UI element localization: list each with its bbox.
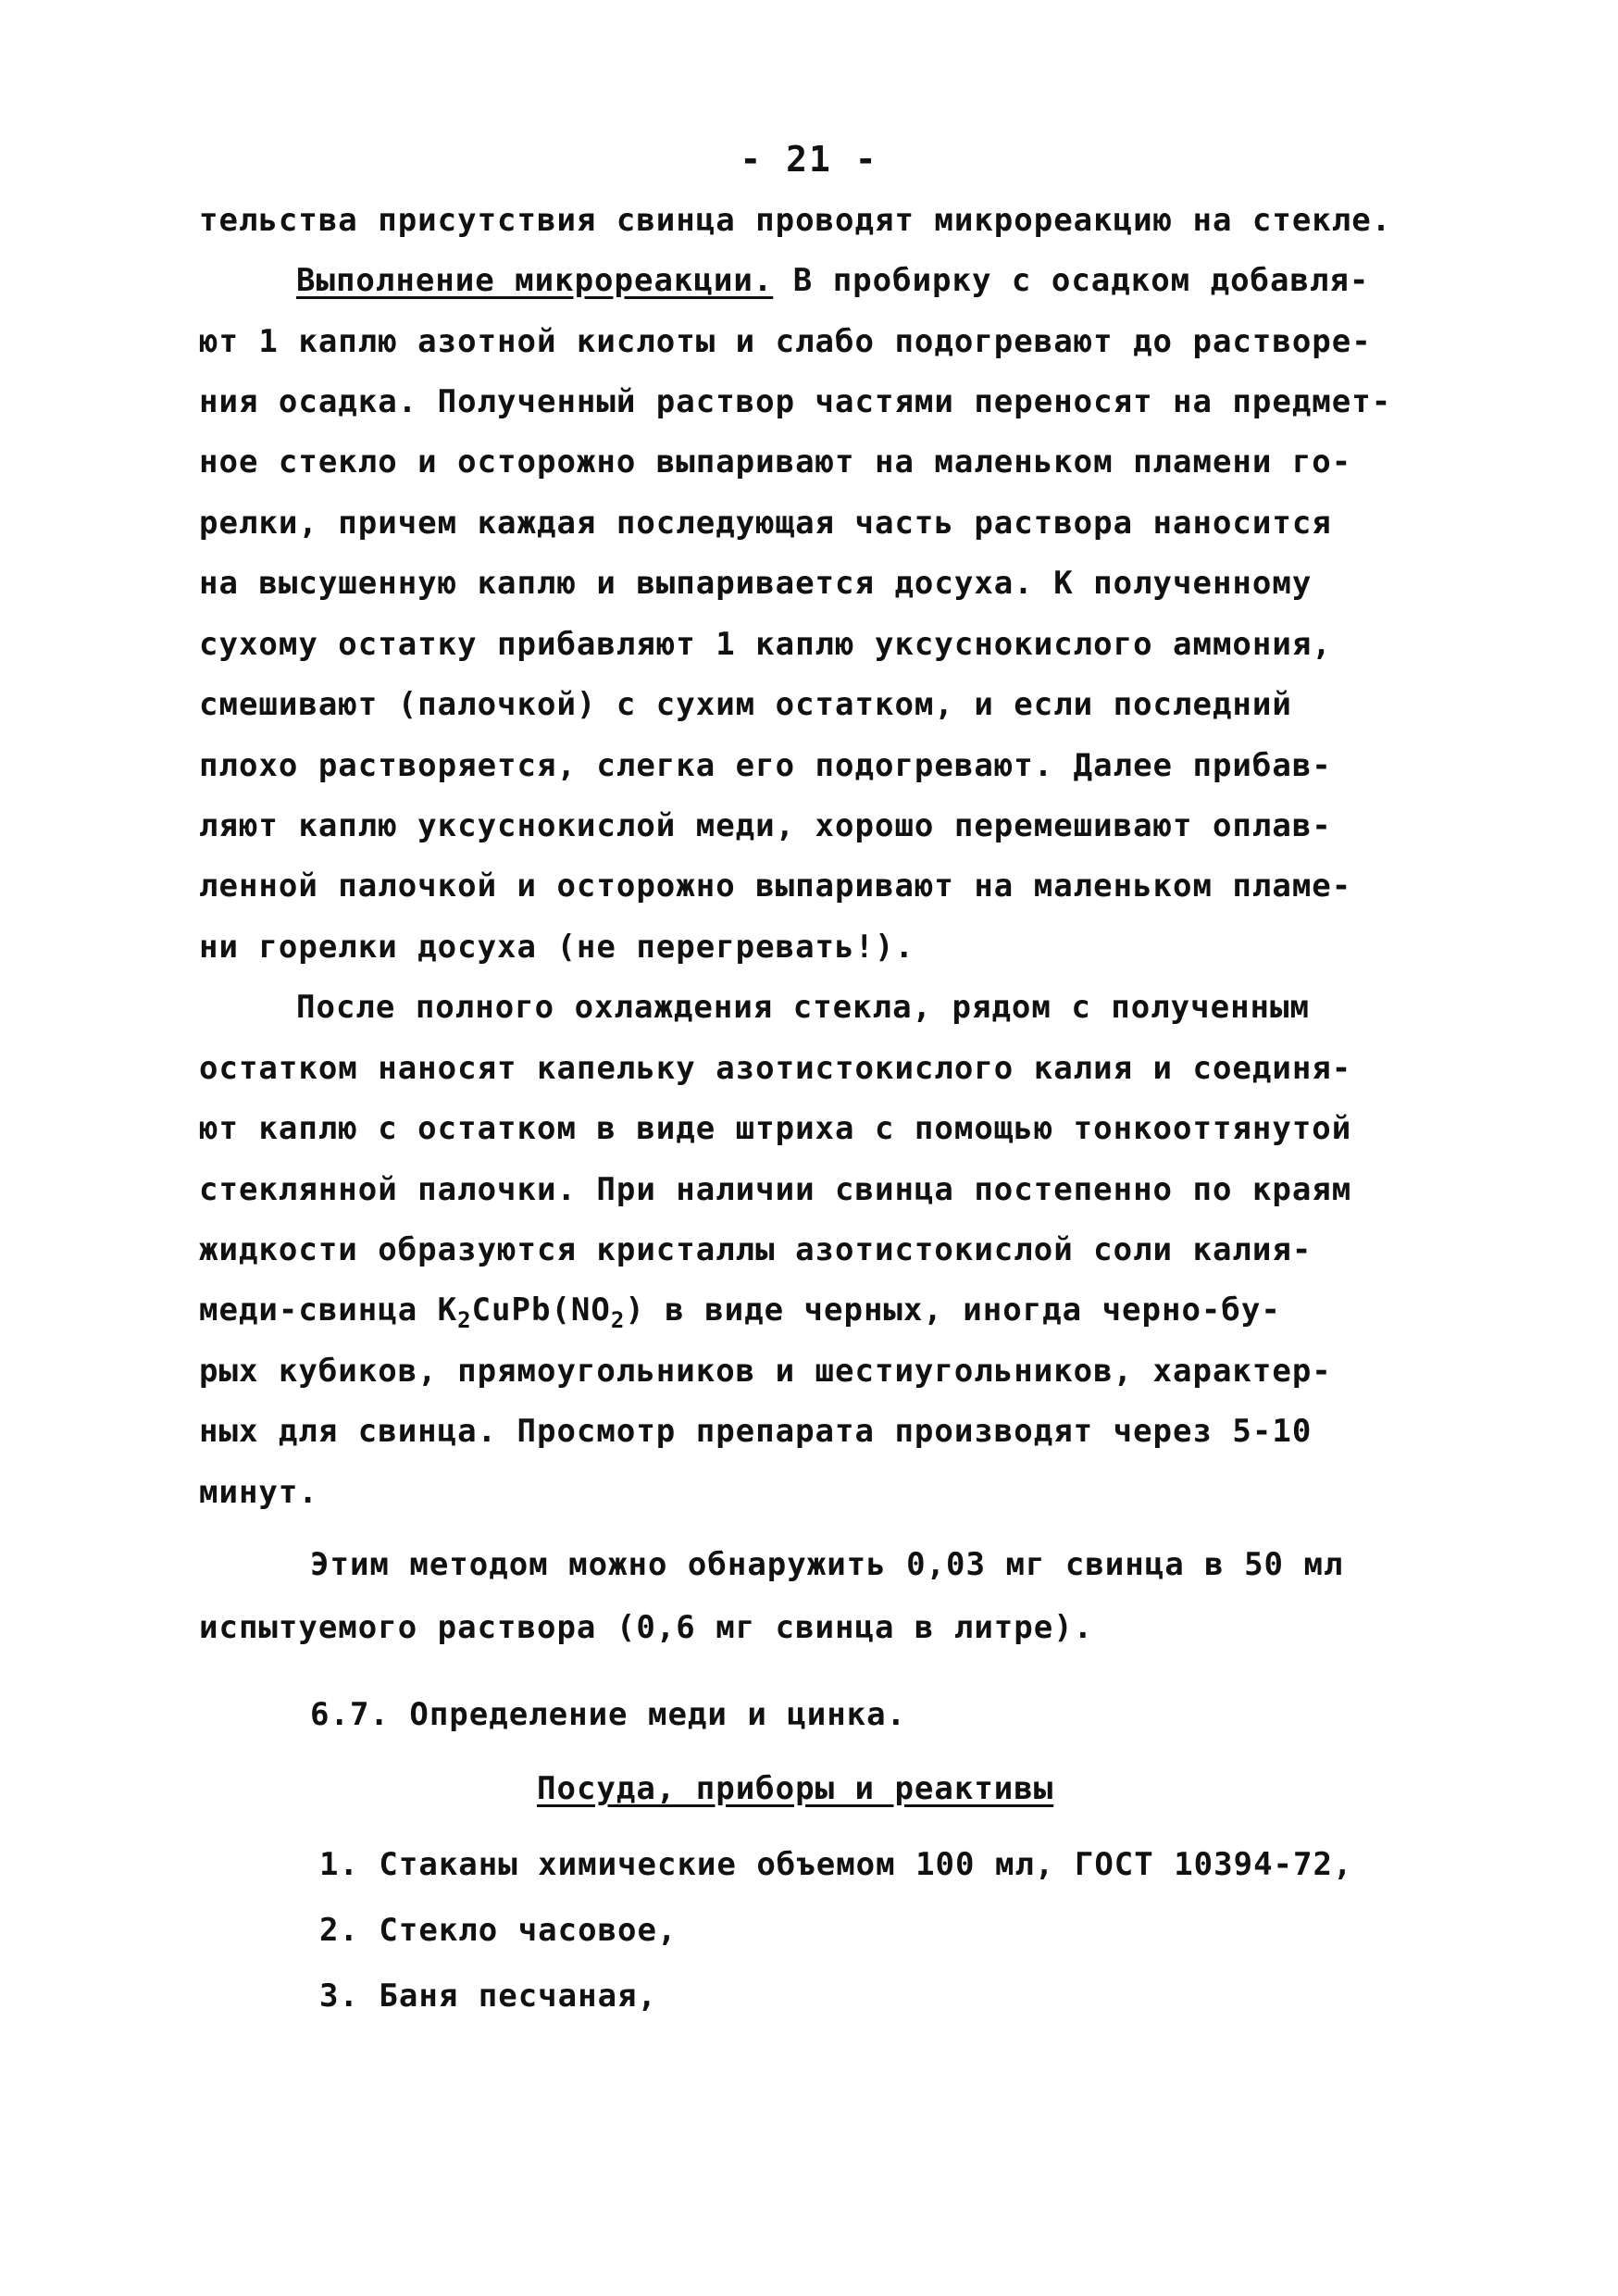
text-line: плохо растворяется, слегка его подогревают. Далее прибав-: [199, 747, 1332, 784]
text-line: рых кубиков, прямоугольников и шестиугольников, характер-: [199, 1353, 1332, 1390]
text-line: ни горелки досуха (не перегревать!).: [199, 929, 915, 966]
text-line: ют 1 каплю азотной кислоты и слабо подогревают до растворе-: [199, 323, 1372, 360]
text-line: минут.: [199, 1474, 318, 1511]
list-item: 1. Стаканы химические объемом 100 мл, ГОСТ 10394-72,: [319, 1846, 1353, 1883]
text-line: тельства присутствия свинца проводят микрореакцию на стекле.: [199, 202, 1392, 239]
section-heading-underlined: Выполнение микрореакции.: [296, 262, 774, 299]
text-line: После полного охлаждения стекла, рядом с полученным: [296, 989, 1310, 1026]
text-line: стеклянной палочки. При наличии свинца постепенно по краям: [199, 1171, 1352, 1208]
text-line: ют каплю с остатком в виде штриха с помощью тонкооттянутой: [199, 1110, 1352, 1147]
text-line: релки, причем каждая последующая часть раствора наносится: [199, 505, 1332, 542]
text-line: ных для свинца. Просмотр препарата производят через 5-10: [199, 1413, 1313, 1450]
section-heading: 6.7. Определение меди и цинка.: [310, 1696, 907, 1733]
text-fragment: В пробирку с осадком добавля-: [773, 262, 1370, 299]
text-line: Этим методом можно обнаружить 0,03 мг свинца в 50 мл: [310, 1546, 1344, 1583]
subscript: 2: [457, 1307, 472, 1333]
text-line: испытуемого раствора (0,6 мг свинца в литре).: [199, 1609, 1094, 1646]
text-fragment: ) в виде черных, иногда черно-бу-: [625, 1292, 1281, 1329]
text-line: сухому остатку прибавляют 1 каплю уксуснокислого аммония,: [199, 626, 1332, 663]
page-number: - 21 -: [740, 139, 878, 180]
text-line: на высушенную каплю и выпаривается досуха. К полученному: [199, 565, 1313, 602]
list-item: 3. Баня песчаная,: [319, 1978, 657, 2015]
text-line: ния осадка. Полученный раствор частями переносят на предмет-: [199, 383, 1392, 420]
text-line: остатком наносят капельку азотистокислого калия и соединя-: [199, 1050, 1352, 1087]
text-line: [296, 262, 1369, 299]
text-line: жидкости образуются кристаллы азотистокислой соли калия-: [199, 1231, 1313, 1268]
text-line: ное стекло и осторожно выпаривают на маленьком пламени го-: [199, 443, 1352, 480]
text-fragment: CuPb(NO: [471, 1292, 611, 1329]
subscript: 2: [610, 1307, 626, 1333]
text-line: смешивают (палочкой) с сухим остатком, и если последний: [199, 686, 1292, 723]
text-fragment: меди-свинца K: [199, 1292, 458, 1329]
text-line-formula: [199, 1292, 1281, 1339]
text-line: ляют каплю уксуснокислой меди, хорошо перемешивают оплав-: [199, 807, 1332, 844]
text-line: ленной палочкой и осторожно выпаривают на маленьком пламе-: [199, 867, 1352, 905]
list-item: 2. Стекло часовое,: [319, 1912, 678, 1949]
subsection-heading: Посуда, приборы и реактивы: [537, 1770, 1054, 1807]
